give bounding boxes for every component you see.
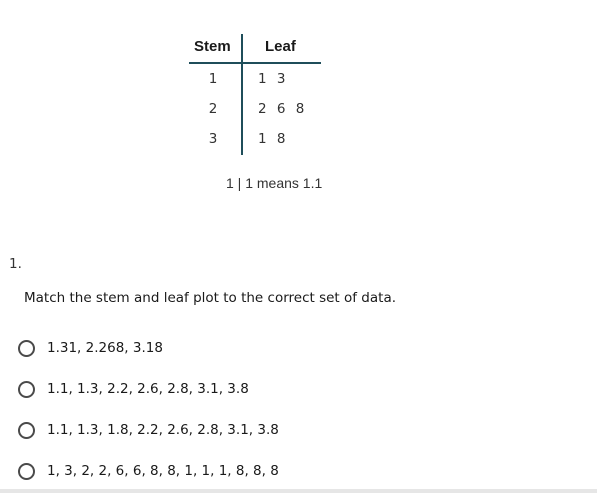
answer-option[interactable] [18, 337, 163, 359]
stem-cell: 1 [208, 71, 218, 87]
radio-button[interactable] [18, 422, 35, 439]
answer-option-label: 1.1, 1.3, 1.8, 2.2, 2.6, 2.8, 3.1, 3.8 [47, 422, 279, 438]
stem-header: Stem [194, 38, 231, 55]
question-prompt: Match the stem and leaf plot to the correct set of data. [24, 290, 397, 306]
question-number: 1. [9, 256, 22, 272]
header-divider [189, 62, 321, 64]
leaf-cell: 2 6 8 [258, 101, 305, 117]
leaf-cell: 1 8 [258, 131, 286, 147]
radio-button[interactable] [18, 463, 35, 480]
answer-option[interactable] [18, 419, 279, 441]
stem-cell: 3 [208, 131, 218, 147]
plot-key: 1 | 1 means 1.1 [226, 175, 323, 191]
answer-option[interactable] [18, 460, 279, 482]
bottom-divider [0, 489, 597, 493]
leaf-header: Leaf [265, 38, 296, 55]
radio-button[interactable] [18, 381, 35, 398]
stem-and-leaf-plot [0, 0, 597, 200]
answer-option[interactable] [18, 378, 249, 400]
stem-leaf-divider [241, 34, 243, 155]
leaf-cell: 1 3 [258, 71, 286, 87]
answer-option-label: 1, 3, 2, 2, 6, 6, 8, 8, 1, 1, 1, 8, 8, 8 [47, 463, 279, 479]
answer-option-label: 1.1, 1.3, 2.2, 2.6, 2.8, 3.1, 3.8 [47, 381, 249, 397]
answer-option-label: 1.31, 2.268, 3.18 [47, 340, 163, 356]
radio-button[interactable] [18, 340, 35, 357]
stem-cell: 2 [208, 101, 218, 117]
